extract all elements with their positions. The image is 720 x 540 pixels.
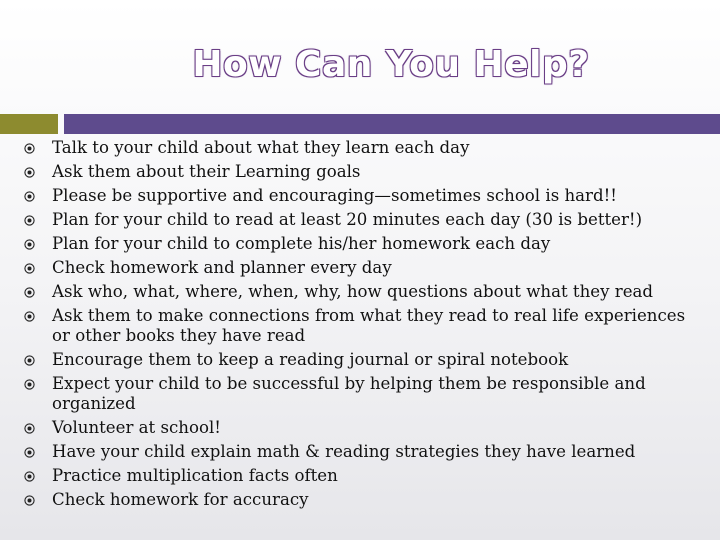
list-item bbox=[0, 186, 720, 206]
list-item bbox=[0, 210, 720, 230]
target-bullet-icon bbox=[24, 447, 35, 458]
accent-bar-left bbox=[0, 114, 58, 134]
bullet-list bbox=[0, 138, 720, 514]
list-item bbox=[0, 418, 720, 438]
list-item bbox=[0, 350, 720, 370]
target-bullet-icon bbox=[24, 471, 35, 482]
list-item bbox=[0, 282, 720, 302]
list-item-text: Talk to your child about what they learn each day bbox=[52, 138, 470, 157]
list-item bbox=[0, 234, 720, 254]
target-bullet-icon bbox=[24, 311, 35, 322]
target-bullet-icon bbox=[24, 287, 35, 298]
list-item-text: Practice multiplication facts often bbox=[52, 466, 338, 485]
list-item-text: Plan for your child to read at least 20 minutes each day (30 is better!) bbox=[52, 210, 643, 229]
accent-bar-right bbox=[64, 114, 720, 134]
list-item-text: Please be supportive and encouraging—sometimes school is hard!! bbox=[52, 186, 617, 205]
list-item-text: Check homework and planner every day bbox=[52, 258, 392, 277]
list-item-text: Have your child explain math & reading strategies they have learned bbox=[52, 442, 636, 461]
target-bullet-icon bbox=[24, 379, 35, 390]
target-bullet-icon bbox=[24, 423, 35, 434]
target-bullet-icon bbox=[24, 143, 35, 154]
list-item-text: Expect your child to be successful by helping them be responsible and organized bbox=[52, 374, 646, 413]
list-item-text: Ask them to make connections from what they read to real life experiences or other books they have read bbox=[52, 306, 686, 345]
list-item bbox=[0, 442, 720, 462]
list-item bbox=[0, 466, 720, 486]
target-bullet-icon bbox=[24, 167, 35, 178]
target-bullet-icon bbox=[24, 239, 35, 250]
list-item bbox=[0, 306, 720, 346]
list-item bbox=[0, 490, 720, 510]
target-bullet-icon bbox=[24, 191, 35, 202]
list-item bbox=[0, 374, 720, 414]
list-item-text: Check homework for accuracy bbox=[52, 490, 309, 509]
target-bullet-icon bbox=[24, 495, 35, 506]
list-item-text: Ask them about their Learning goals bbox=[52, 162, 361, 181]
list-item-text: Encourage them to keep a reading journal or spiral notebook bbox=[52, 350, 569, 369]
target-bullet-icon bbox=[24, 263, 35, 274]
list-item bbox=[0, 258, 720, 278]
list-item bbox=[0, 138, 720, 158]
target-bullet-icon bbox=[24, 355, 35, 366]
list-item bbox=[0, 162, 720, 182]
list-item-text: Ask who, what, where, when, why, how questions about what they read bbox=[52, 282, 654, 301]
target-bullet-icon bbox=[24, 215, 35, 226]
list-item-text: Plan for your child to complete his/her homework each day bbox=[52, 234, 551, 253]
slide-title: How Can You Help? bbox=[192, 44, 590, 85]
list-item-text: Volunteer at school! bbox=[52, 418, 221, 437]
